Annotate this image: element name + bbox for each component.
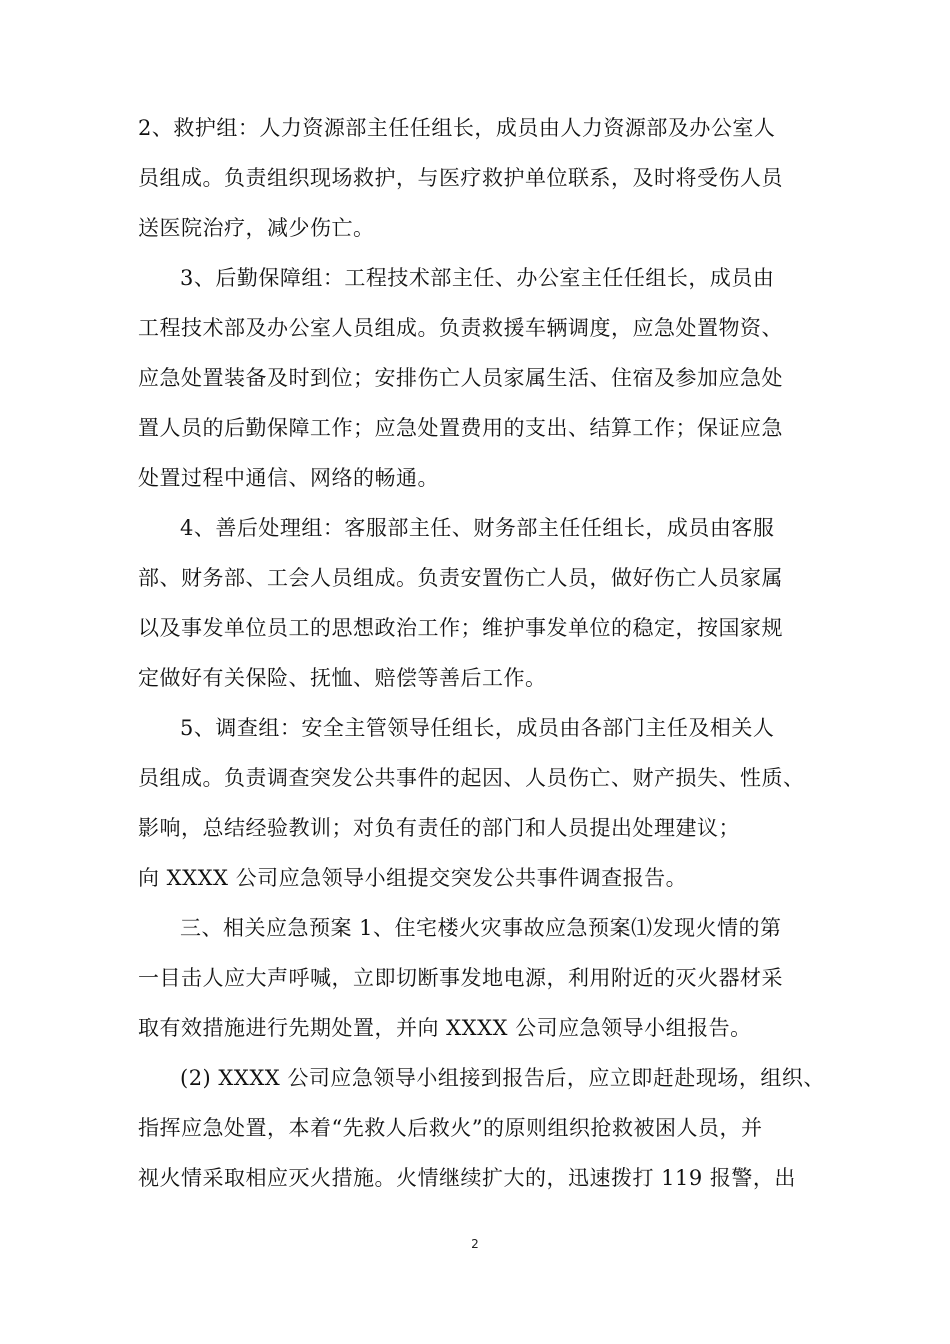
paragraph-3-line-4: 定做好有关保险、抚恤、赔偿等善后工作。 [138, 666, 547, 690]
page-number: 2 [471, 1237, 479, 1251]
paragraph-3-line-3: 以及事发单位员工的思想政治工作；维护事发单位的稳定，按国家规 [138, 616, 783, 640]
paragraph-3-line-1: 4、善后处理组：客服部主任、财务部主任任组长，成员由客服 [180, 516, 775, 540]
paragraph-6-line-2: 指挥应急处置，本着“先救人后救火”的原则组织抢救被困人员，并 [138, 1116, 763, 1140]
paragraph-4-line-1: 5、调查组：安全主管领导任组长，成员由各部门主任及相关人 [180, 716, 775, 740]
paragraph-5-line-1: 三、相关应急预案 1、住宅楼火灾事故应急预案⑴发现火情的第 [180, 916, 782, 940]
paragraph-2-line-4: 置人员的后勤保障工作；应急处置费用的支出、结算工作；保证应急 [138, 416, 783, 440]
paragraph-1-line-3: 送医院治疗，减少伤亡。 [138, 216, 375, 240]
paragraph-2-line-2: 工程技术部及办公室人员组成。负责救援车辆调度，应急处置物资、 [138, 316, 783, 340]
paragraph-6-line-1: (2) XXXX 公司应急领导小组接到报告后，应立即赶赴现场，组织、 [180, 1066, 825, 1090]
paragraph-6-line-3: 视火情采取相应灭火措施。火情继续扩大的，迅速拨打 119 报警，出 [138, 1166, 796, 1190]
paragraph-1-line-2: 员组成。负责组织现场救护，与医疗救护单位联系，及时将受伤人员 [138, 166, 783, 190]
paragraph-5-line-3: 取有效措施进行先期处置，并向 XXXX 公司应急领导小组报告。 [138, 1016, 752, 1040]
paragraph-4-line-3: 影响，总结经验教训；对负有责任的部门和人员提出处理建议； [138, 816, 740, 840]
paragraph-3-line-2: 部、财务部、工会人员组成。负责安置伤亡人员，做好伤亡人员家属 [138, 566, 783, 590]
paragraph-1-line-1: 2、救护组：人力资源部主任任组长，成员由人力资源部及办公室人 [138, 116, 776, 140]
paragraph-2-line-3: 应急处置装备及时到位；安排伤亡人员家属生活、住宿及参加应急处 [138, 366, 783, 390]
paragraph-2-line-1: 3、后勤保障组：工程技术部主任、办公室主任任组长，成员由 [180, 266, 775, 290]
paragraph-4-line-4: 向 XXXX 公司应急领导小组提交突发公共事件调查报告。 [138, 866, 688, 890]
paragraph-2-line-5: 处置过程中通信、网络的畅通。 [138, 466, 439, 490]
paragraph-4-line-2: 员组成。负责调查突发公共事件的起因、人员伤亡、财产损失、性质、 [138, 766, 805, 790]
paragraph-5-line-2: 一目击人应大声呼喊，立即切断事发地电源，利用附近的灭火器材采 [138, 966, 783, 990]
